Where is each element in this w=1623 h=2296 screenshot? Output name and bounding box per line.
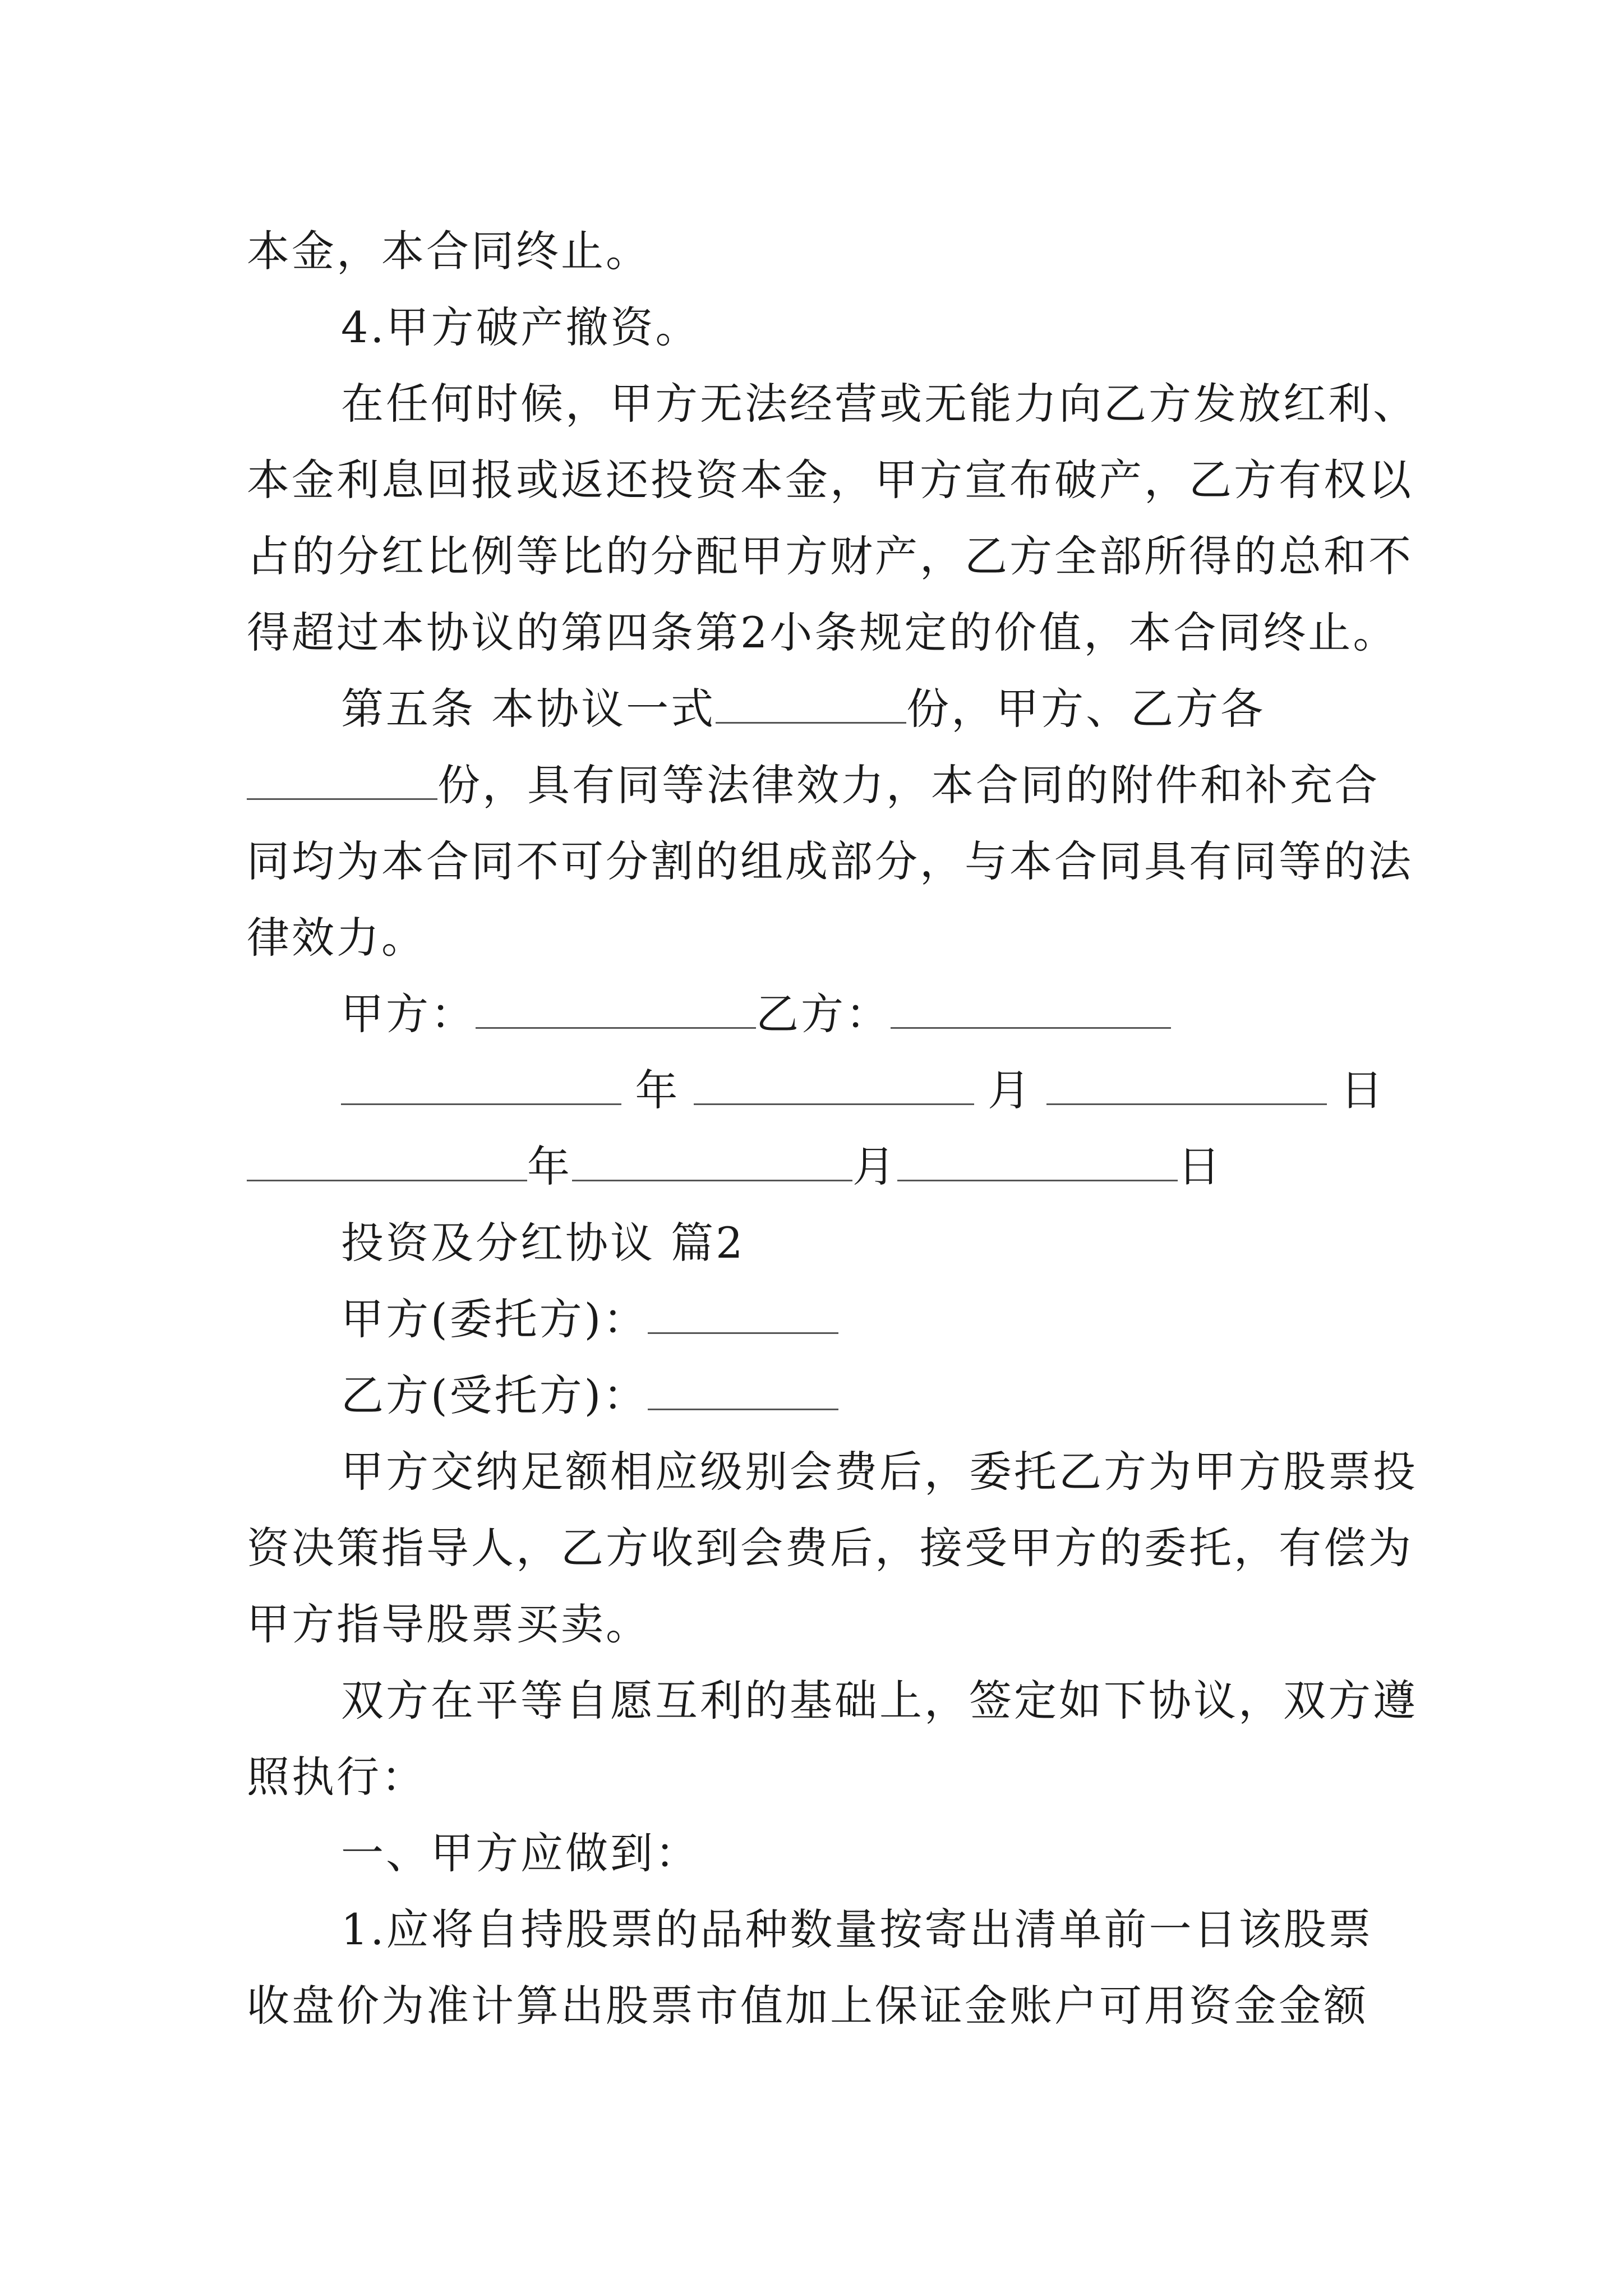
signature-parties-line (247, 976, 1385, 1052)
text-line: 得超过本协议的第四条第2小条规定的价值，本合同终止。 (247, 608, 1398, 657)
article-five-text: 第五条 本协议一式 (341, 684, 716, 734)
date-line-b (247, 1129, 1385, 1205)
document-page (247, 213, 1418, 2044)
month-label: 月 (852, 1142, 897, 1191)
text-line: 甲方指导股票买卖。 (247, 1599, 651, 1649)
text-line: 照执行： (247, 1752, 426, 1802)
day-blank[interactable] (897, 1144, 1178, 1181)
text-line: 占的分红比例等比的分配甲方财产，乙方全部所得的总和不 (247, 531, 1413, 581)
day-label: 日 (1340, 1065, 1385, 1115)
party-a-line (247, 1281, 1385, 1358)
article-five-text-cont: 份，甲方、乙方各 (906, 684, 1266, 734)
date-line-a (247, 1052, 1385, 1129)
text-line: 甲方交纳足额相应级别会费后，委托乙方为甲方股票投 (341, 1447, 1418, 1497)
month-blank[interactable] (572, 1144, 852, 1181)
text-line: 律效力。 (247, 913, 426, 963)
party-a-label: 甲方(委托方)： (341, 1294, 648, 1344)
party-b-line (247, 1358, 1385, 1434)
year-label: 年 (527, 1142, 572, 1191)
section-title: 投资及分红协议 篇2 (341, 1218, 745, 1268)
day-label: 日 (1178, 1142, 1223, 1191)
year-label: 年 (635, 1065, 680, 1115)
text-line: 1.应将自持股票的品种数量按寄出清单前一日该股票 (341, 1904, 1373, 1954)
text-line: 同均为本合同不可分割的组成部分，与本合同具有同等的法 (247, 836, 1413, 886)
month-label: 月 (988, 1065, 1033, 1115)
copies-total-blank[interactable] (716, 686, 906, 724)
month-blank[interactable] (694, 1068, 974, 1105)
article-five-line (247, 747, 1385, 823)
article-five-line (247, 671, 1385, 747)
year-blank[interactable] (247, 1144, 527, 1181)
text-line: 本金，本合同终止。 (247, 226, 651, 276)
party-b-label: 乙方： (756, 989, 891, 1039)
party-a-signature-blank[interactable] (476, 991, 756, 1029)
party-b-signature-blank[interactable] (891, 991, 1171, 1029)
day-blank[interactable] (1046, 1068, 1327, 1105)
article-five-text: 份，具有同等法律效力，本合同的附件和补充合 (437, 760, 1380, 810)
party-b-name-blank[interactable] (648, 1373, 838, 1410)
party-a-name-blank[interactable] (648, 1296, 838, 1334)
section-heading: 一、甲方应做到： (341, 1828, 700, 1878)
party-b-label: 乙方(受托方)： (341, 1370, 648, 1420)
text-line: 双方在平等自愿互利的基础上，签定如下协议，双方遵 (341, 1676, 1418, 1726)
text-line: 本金利息回报或返还投资本金，甲方宣布破产，乙方有权以 (247, 455, 1413, 505)
clause-heading: 4.甲方破产撤资。 (341, 302, 700, 352)
year-blank[interactable] (341, 1068, 621, 1105)
copies-each-blank[interactable] (247, 762, 437, 800)
text-line: 收盘价为准计算出股票市值加上保证金账户可用资金金额 (247, 1981, 1368, 2031)
party-a-label: 甲方： (341, 989, 476, 1039)
text-line: 资决策指导人，乙方收到会费后，接受甲方的委托，有偿为 (247, 1523, 1413, 1573)
text-line: 在任何时候，甲方无法经营或无能力向乙方发放红利、 (341, 379, 1418, 429)
